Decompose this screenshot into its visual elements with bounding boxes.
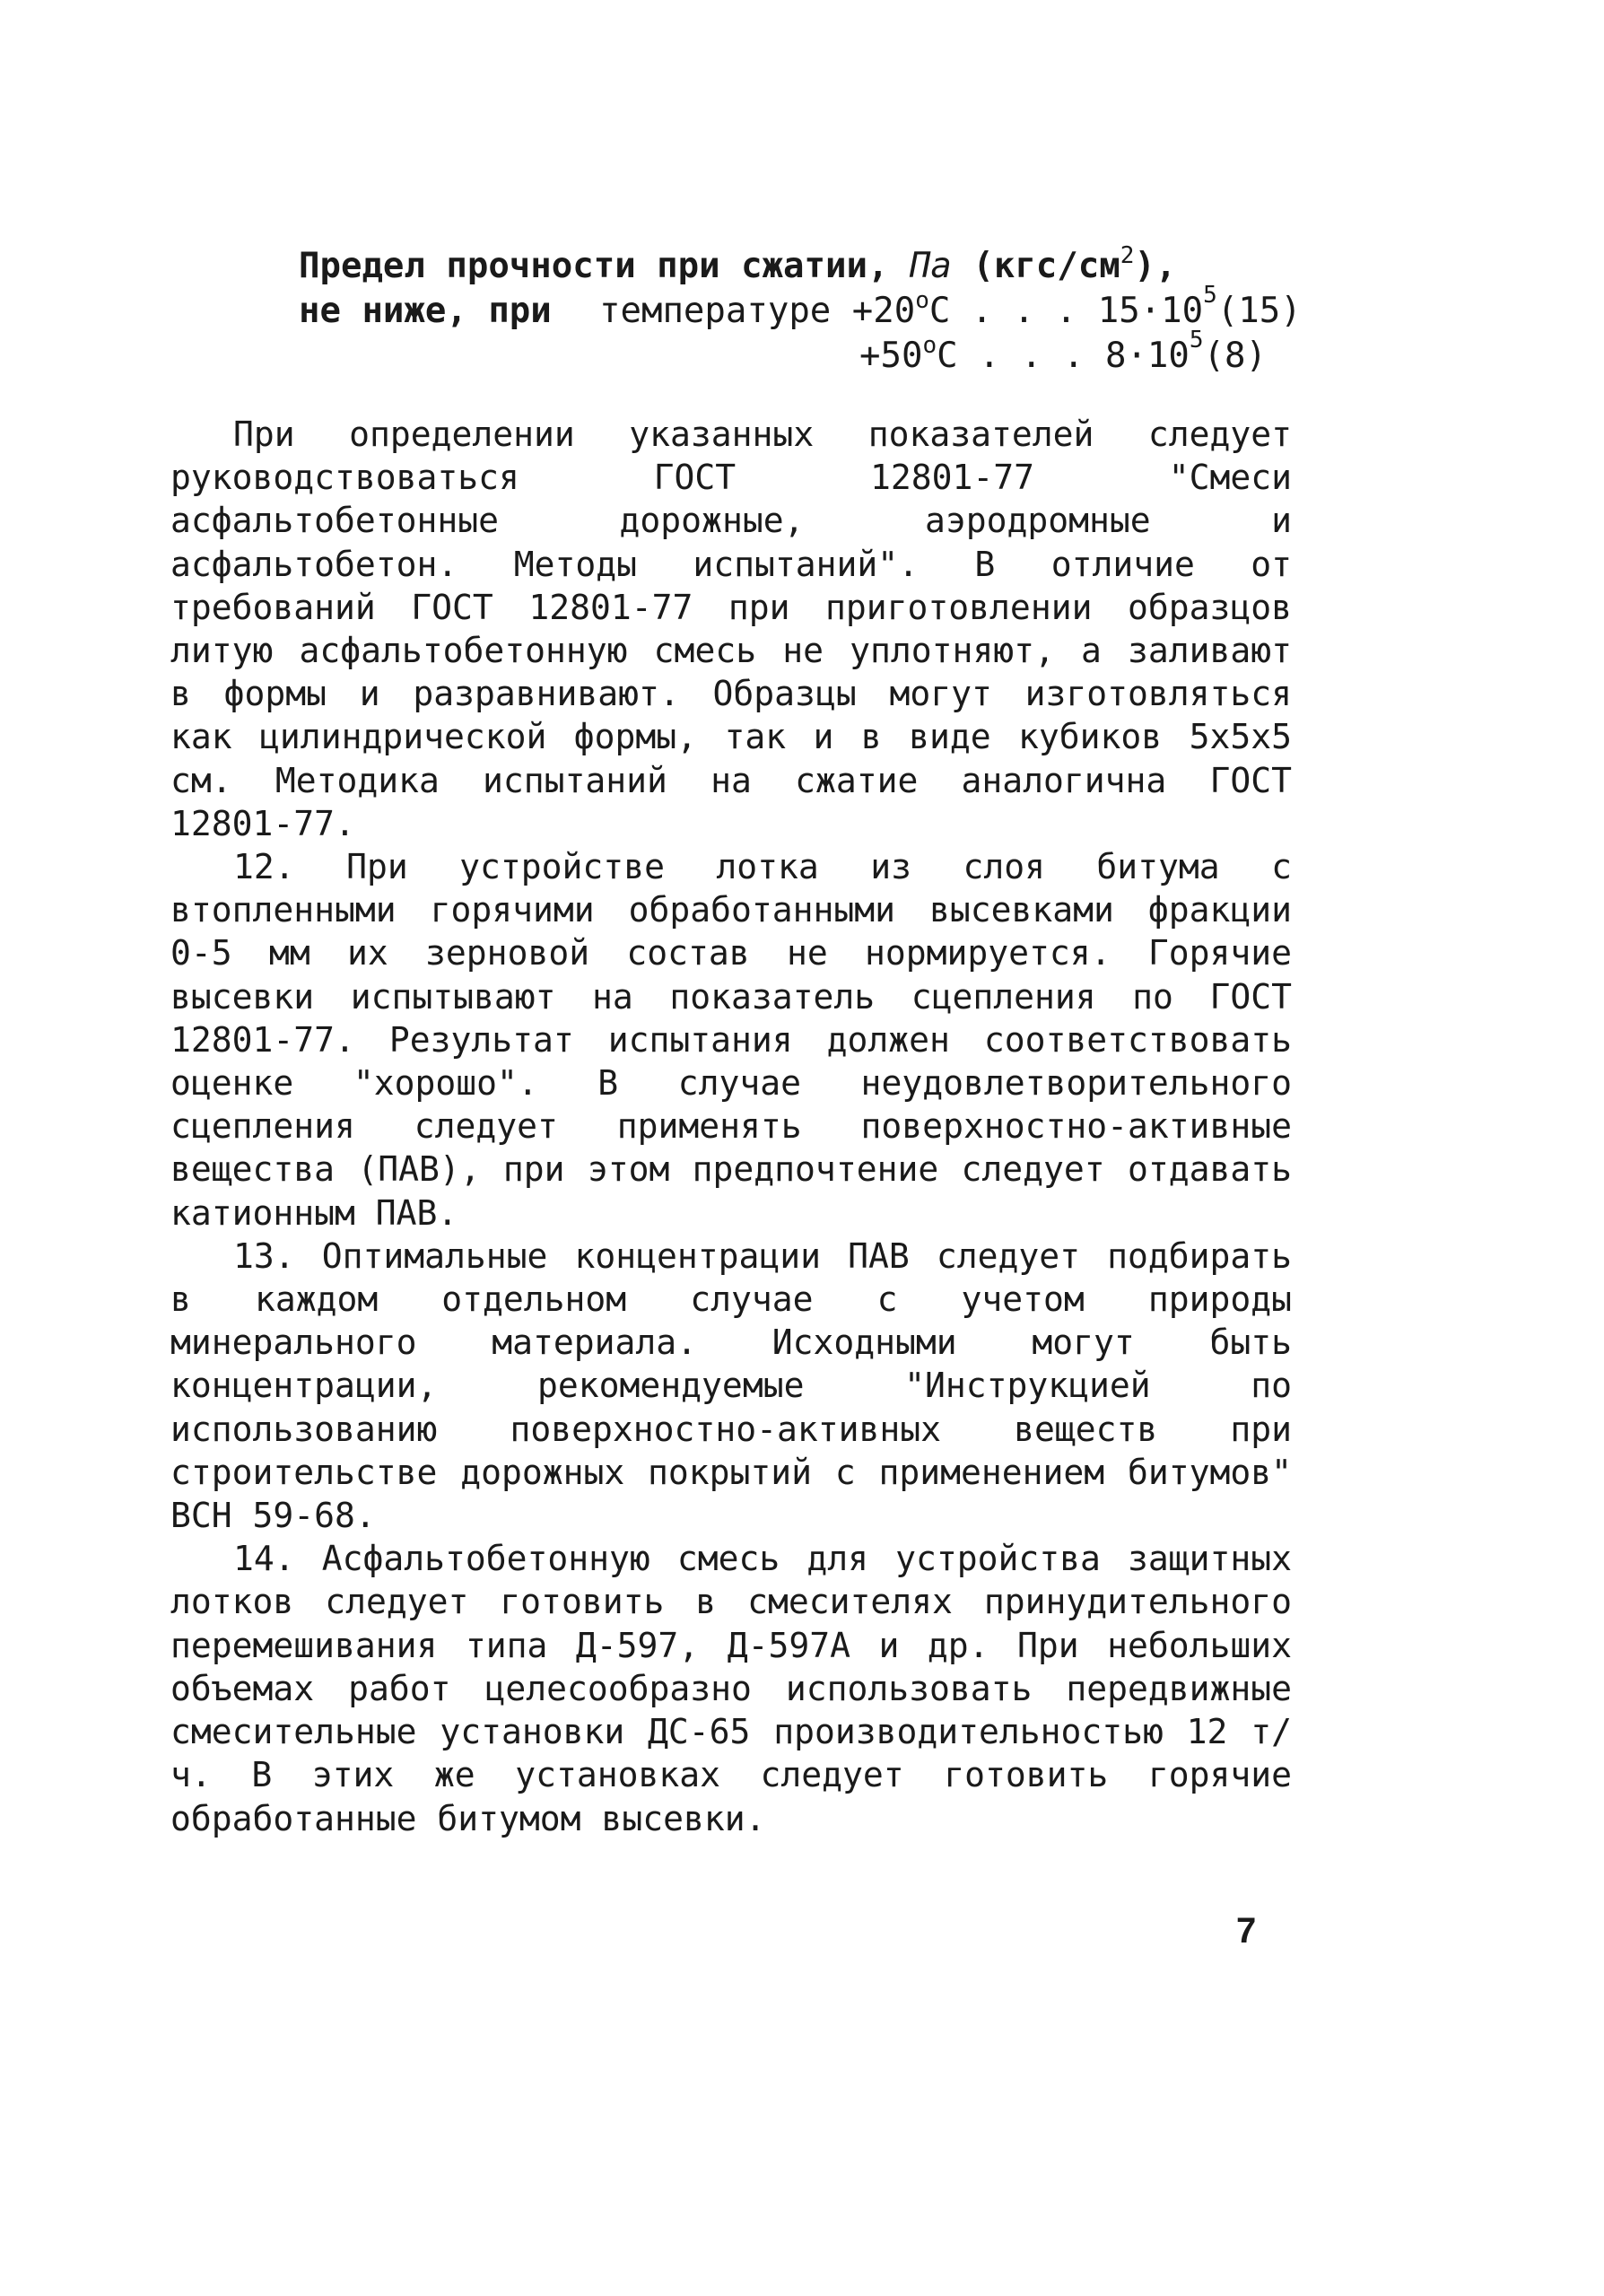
- unit-close: ),: [1134, 246, 1177, 286]
- leader-dots: . . .: [950, 291, 1098, 331]
- degree-sign: о: [922, 332, 937, 359]
- temp-20-kgf-value: (15): [1216, 291, 1302, 331]
- strength-specification: [299, 244, 1312, 379]
- unit-pa: Па: [909, 246, 952, 286]
- temp-20-value: 15·10: [1097, 291, 1204, 331]
- temp-20-line: [299, 282, 1312, 334]
- strength-title: Предел прочности при сжатии,: [299, 246, 910, 286]
- temp-20-label: температуре +20: [599, 291, 916, 331]
- page-number: 7: [1236, 1911, 1257, 1951]
- celsius-c: С: [937, 336, 958, 376]
- temp-50-exponent: 5: [1189, 327, 1204, 354]
- temp-20-exponent: 5: [1203, 282, 1217, 309]
- temp-50-line: [299, 327, 1312, 379]
- body-text: [170, 413, 1292, 1840]
- temp-50-kgf-value: (8): [1203, 336, 1267, 376]
- temp-50-row: [859, 327, 1267, 382]
- celsius-c: С: [928, 291, 951, 331]
- paragraph-gost-testing: При определении указанных показателей следует руководствоваться ГОСТ 12801-77 "Смеси асфальтобетонные дорожные, аэродромные и асфальтобетон. Методы испытаний". В отличие от требований ГОСТ 12801-77 при приготовлении образцов литую асфальтобетонную смесь не уплотняют, а заливают в формы и разравнивают. Образцы могут изготовляться как цилиндрической формы, так и в виде кубиков 5х5х5 см. Методика испытаний на сжатие аналогична ГОСТ 12801-77.: [170, 415, 1292, 843]
- unit-superscript: 2: [1120, 242, 1135, 269]
- leader-dots: . . .: [957, 336, 1105, 376]
- not-lower-label: не ниже, при: [299, 291, 552, 331]
- unit-kgf: (кгс/см: [951, 246, 1120, 286]
- strength-title-line: [299, 244, 1312, 289]
- degree-sign: о: [915, 287, 929, 314]
- temp-50-label: +50: [859, 336, 923, 376]
- paragraph-12: 12. При устройстве лотка из слоя битума с втопленными горячими обработанными высевками фракции 0-5 мм их зерновой состав не нормируется. Горячие высевки испытывают на показатель сцепления по ГОСТ 12801-77. Результат испытания должен соответствовать оценке "хорошо". В случае неудовлетворительного сцепления следует применять поверхностно-активные вещества (ПАВ), при этом предпочтение следует отдавать катионным ПАВ.: [170, 847, 1292, 1233]
- paragraph-14: 14. Асфальтобетонную смесь для устройства защитных лотков следует готовить в смесителях принудительного перемешивания типа Д-597, Д-597А и др. При небольших объемах работ целесообразно использовать передвижные смесительные установки ДС-65 производительностью 12 т/ч. В этих же установках следует готовить горячие обработанные битумом высевки.: [170, 1539, 1292, 1838]
- paragraph-13: 13. Оптимальные концентрации ПАВ следует подбирать в каждом отдельном случае с учетом природы минерального материала. Исходными могут быть концентрации, рекомендуемые "Инструкцией по использованию поверхностно-активных веществ при строительстве дорожных покрытий с применением битумов" ВСН 59-68.: [170, 1235, 1292, 1536]
- temp-50-value: 8·10: [1104, 336, 1190, 376]
